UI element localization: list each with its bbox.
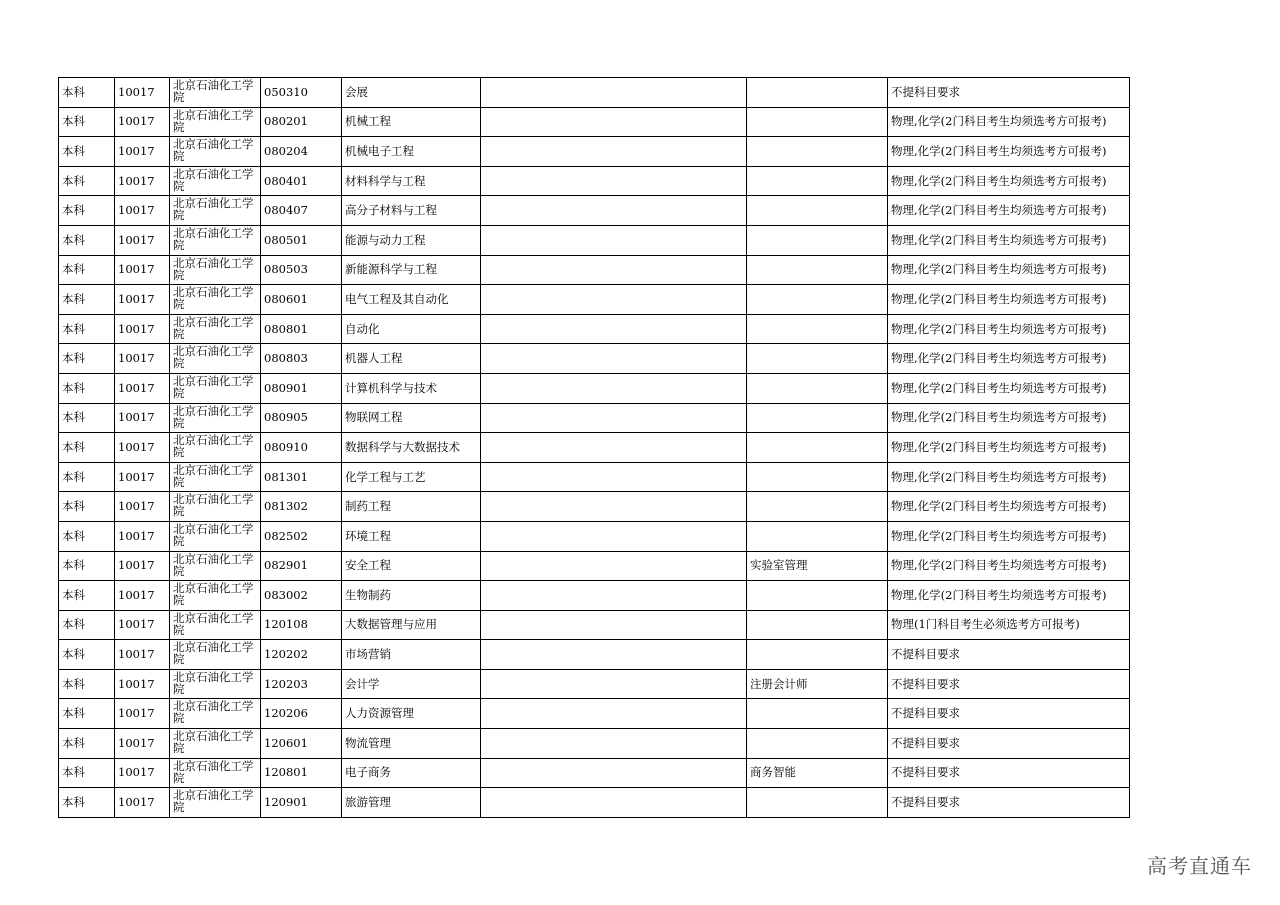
cell-note [481,373,747,403]
cell-major-name: 会计学 [342,669,481,699]
cell-major-name: 制药工程 [342,492,481,522]
cell-major-code: 082901 [261,551,342,581]
cell-direction: 实验室管理 [747,551,888,581]
cell-major-code: 120901 [261,788,342,818]
cell-major-code: 050310 [261,78,342,108]
cell-school-name: 北京石油化工学院 [170,433,261,463]
cell-school-name: 北京石油化工学院 [170,551,261,581]
cell-school-code: 10017 [115,758,170,788]
cell-level: 本科 [59,788,115,818]
cell-subject-requirement: 物理,化学(2门科目考生均须选考方可报考) [888,285,1130,315]
cell-direction [747,225,888,255]
cell-major-name: 人力资源管理 [342,699,481,729]
cell-school-code: 10017 [115,669,170,699]
cell-major-name: 计算机科学与技术 [342,373,481,403]
cell-major-code: 080601 [261,285,342,315]
cell-subject-requirement: 不提科目要求 [888,640,1130,670]
cell-school-code: 10017 [115,610,170,640]
cell-school-name: 北京石油化工学院 [170,78,261,108]
cell-school-code: 10017 [115,166,170,196]
cell-major-name: 机器人工程 [342,344,481,374]
table-row [59,137,1130,167]
table-row [59,492,1130,522]
table-row [59,107,1130,137]
cell-level: 本科 [59,255,115,285]
cell-note [481,433,747,463]
cell-major-code: 080803 [261,344,342,374]
cell-note [481,729,747,759]
cell-subject-requirement: 物理,化学(2门科目考生均须选考方可报考) [888,433,1130,463]
cell-note [481,462,747,492]
cell-major-code: 080910 [261,433,342,463]
cell-school-code: 10017 [115,433,170,463]
cell-school-code: 10017 [115,788,170,818]
cell-level: 本科 [59,344,115,374]
cell-school-name: 北京石油化工学院 [170,610,261,640]
cell-major-name: 物联网工程 [342,403,481,433]
cell-level: 本科 [59,462,115,492]
cell-level: 本科 [59,137,115,167]
cell-major-code: 120203 [261,669,342,699]
cell-subject-requirement: 物理,化学(2门科目考生均须选考方可报考) [888,166,1130,196]
cell-school-name: 北京石油化工学院 [170,403,261,433]
cell-subject-requirement: 物理,化学(2门科目考生均须选考方可报考) [888,581,1130,611]
cell-direction [747,373,888,403]
cell-major-code: 080905 [261,403,342,433]
cell-level: 本科 [59,78,115,108]
cell-level: 本科 [59,729,115,759]
cell-direction [747,403,888,433]
cell-direction [747,137,888,167]
table-body [59,78,1130,818]
cell-level: 本科 [59,166,115,196]
cell-school-name: 北京石油化工学院 [170,166,261,196]
subject-requirements-table [58,77,1130,818]
cell-major-name: 高分子材料与工程 [342,196,481,226]
cell-school-name: 北京石油化工学院 [170,640,261,670]
table-row [59,403,1130,433]
cell-major-code: 120801 [261,758,342,788]
cell-school-code: 10017 [115,462,170,492]
cell-direction [747,196,888,226]
cell-school-code: 10017 [115,78,170,108]
cell-level: 本科 [59,669,115,699]
cell-school-name: 北京石油化工学院 [170,107,261,137]
cell-subject-requirement: 不提科目要求 [888,788,1130,818]
cell-major-name: 材料科学与工程 [342,166,481,196]
cell-major-code: 080401 [261,166,342,196]
cell-school-code: 10017 [115,699,170,729]
table-row [59,788,1130,818]
cell-level: 本科 [59,225,115,255]
cell-level: 本科 [59,433,115,463]
cell-level: 本科 [59,610,115,640]
cell-note [481,610,747,640]
cell-school-name: 北京石油化工学院 [170,196,261,226]
cell-school-code: 10017 [115,521,170,551]
cell-school-code: 10017 [115,492,170,522]
cell-level: 本科 [59,285,115,315]
table-row [59,758,1130,788]
cell-direction [747,78,888,108]
cell-level: 本科 [59,551,115,581]
cell-school-name: 北京石油化工学院 [170,729,261,759]
cell-school-code: 10017 [115,196,170,226]
watermark-text: 高考直通车 [1147,854,1252,878]
cell-direction [747,640,888,670]
cell-subject-requirement: 物理,化学(2门科目考生均须选考方可报考) [888,373,1130,403]
table-row [59,521,1130,551]
cell-major-code: 080204 [261,137,342,167]
cell-subject-requirement: 物理,化学(2门科目考生均须选考方可报考) [888,137,1130,167]
cell-school-name: 北京石油化工学院 [170,669,261,699]
cell-school-code: 10017 [115,551,170,581]
table-row [59,699,1130,729]
cell-direction [747,729,888,759]
table-row [59,729,1130,759]
cell-major-name: 新能源科学与工程 [342,255,481,285]
cell-note [481,669,747,699]
table-row [59,196,1130,226]
cell-subject-requirement: 物理,化学(2门科目考生均须选考方可报考) [888,551,1130,581]
cell-major-name: 市场营销 [342,640,481,670]
cell-major-code: 080901 [261,373,342,403]
cell-major-name: 机械工程 [342,107,481,137]
cell-level: 本科 [59,758,115,788]
cell-major-code: 120206 [261,699,342,729]
cell-direction [747,107,888,137]
cell-school-name: 北京石油化工学院 [170,255,261,285]
cell-subject-requirement: 物理,化学(2门科目考生均须选考方可报考) [888,462,1130,492]
cell-level: 本科 [59,403,115,433]
cell-major-code: 080501 [261,225,342,255]
cell-school-code: 10017 [115,729,170,759]
cell-note [481,640,747,670]
cell-note [481,137,747,167]
cell-level: 本科 [59,196,115,226]
cell-major-name: 大数据管理与应用 [342,610,481,640]
cell-note [481,255,747,285]
cell-major-code: 080201 [261,107,342,137]
cell-major-name: 环境工程 [342,521,481,551]
cell-note [481,699,747,729]
cell-school-name: 北京石油化工学院 [170,788,261,818]
table-row [59,314,1130,344]
cell-major-code: 120202 [261,640,342,670]
cell-note [481,78,747,108]
cell-school-code: 10017 [115,255,170,285]
cell-school-name: 北京石油化工学院 [170,314,261,344]
cell-direction [747,433,888,463]
cell-major-name: 电气工程及其自动化 [342,285,481,315]
cell-school-name: 北京石油化工学院 [170,225,261,255]
cell-direction [747,492,888,522]
cell-direction [747,255,888,285]
cell-note [481,107,747,137]
table-row [59,255,1130,285]
table-row [59,669,1130,699]
cell-subject-requirement: 物理,化学(2门科目考生均须选考方可报考) [888,107,1130,137]
table-row [59,433,1130,463]
cell-school-name: 北京石油化工学院 [170,581,261,611]
cell-school-name: 北京石油化工学院 [170,137,261,167]
cell-major-name: 安全工程 [342,551,481,581]
cell-note [481,314,747,344]
cell-school-code: 10017 [115,314,170,344]
cell-subject-requirement: 不提科目要求 [888,699,1130,729]
table-row [59,581,1130,611]
table-row [59,78,1130,108]
cell-level: 本科 [59,314,115,344]
cell-major-name: 物流管理 [342,729,481,759]
cell-level: 本科 [59,521,115,551]
cell-subject-requirement: 物理,化学(2门科目考生均须选考方可报考) [888,521,1130,551]
cell-major-name: 电子商务 [342,758,481,788]
cell-major-code: 080503 [261,255,342,285]
cell-school-code: 10017 [115,137,170,167]
cell-direction [747,581,888,611]
cell-direction: 商务智能 [747,758,888,788]
cell-subject-requirement: 不提科目要求 [888,669,1130,699]
table-row [59,166,1130,196]
cell-major-name: 旅游管理 [342,788,481,818]
cell-major-code: 120108 [261,610,342,640]
table-row [59,373,1130,403]
cell-school-code: 10017 [115,344,170,374]
cell-school-code: 10017 [115,640,170,670]
cell-major-name: 自动化 [342,314,481,344]
cell-school-code: 10017 [115,225,170,255]
cell-school-code: 10017 [115,403,170,433]
cell-major-code: 120601 [261,729,342,759]
cell-note [481,196,747,226]
cell-note [481,225,747,255]
table-row [59,551,1130,581]
cell-direction [747,521,888,551]
cell-major-code: 080407 [261,196,342,226]
cell-level: 本科 [59,492,115,522]
cell-direction [747,285,888,315]
cell-note [481,344,747,374]
cell-school-name: 北京石油化工学院 [170,285,261,315]
cell-direction [747,344,888,374]
cell-note [481,403,747,433]
cell-major-name: 会展 [342,78,481,108]
cell-school-name: 北京石油化工学院 [170,699,261,729]
cell-major-name: 能源与动力工程 [342,225,481,255]
cell-subject-requirement: 物理,化学(2门科目考生均须选考方可报考) [888,344,1130,374]
cell-school-code: 10017 [115,285,170,315]
cell-note [481,581,747,611]
cell-direction [747,788,888,818]
cell-note [481,788,747,818]
cell-major-name: 机械电子工程 [342,137,481,167]
cell-school-name: 北京石油化工学院 [170,758,261,788]
cell-level: 本科 [59,699,115,729]
cell-school-name: 北京石油化工学院 [170,492,261,522]
cell-major-code: 081302 [261,492,342,522]
cell-major-name: 生物制药 [342,581,481,611]
cell-school-name: 北京石油化工学院 [170,521,261,551]
cell-direction [747,314,888,344]
cell-direction [747,166,888,196]
table-row [59,462,1130,492]
cell-school-name: 北京石油化工学院 [170,344,261,374]
cell-subject-requirement: 物理,化学(2门科目考生均须选考方可报考) [888,255,1130,285]
cell-level: 本科 [59,107,115,137]
cell-level: 本科 [59,640,115,670]
cell-subject-requirement: 物理(1门科目考生必须选考方可报考) [888,610,1130,640]
table-row [59,285,1130,315]
cell-subject-requirement: 物理,化学(2门科目考生均须选考方可报考) [888,225,1130,255]
cell-level: 本科 [59,373,115,403]
cell-note [481,521,747,551]
cell-subject-requirement: 不提科目要求 [888,758,1130,788]
cell-note [481,166,747,196]
cell-subject-requirement: 物理,化学(2门科目考生均须选考方可报考) [888,196,1130,226]
cell-major-code: 082502 [261,521,342,551]
cell-school-code: 10017 [115,373,170,403]
cell-direction [747,610,888,640]
cell-school-name: 北京石油化工学院 [170,462,261,492]
cell-subject-requirement: 物理,化学(2门科目考生均须选考方可报考) [888,492,1130,522]
cell-subject-requirement: 不提科目要求 [888,729,1130,759]
cell-direction [747,462,888,492]
cell-subject-requirement: 物理,化学(2门科目考生均须选考方可报考) [888,314,1130,344]
cell-note [481,551,747,581]
cell-subject-requirement: 物理,化学(2门科目考生均须选考方可报考) [888,403,1130,433]
table-row [59,344,1130,374]
cell-major-code: 083002 [261,581,342,611]
cell-level: 本科 [59,581,115,611]
cell-note [481,758,747,788]
cell-school-code: 10017 [115,581,170,611]
cell-major-code: 081301 [261,462,342,492]
cell-direction: 注册会计师 [747,669,888,699]
table-row [59,610,1130,640]
table-row [59,640,1130,670]
cell-note [481,492,747,522]
table-row [59,225,1130,255]
cell-school-code: 10017 [115,107,170,137]
cell-major-name: 化学工程与工艺 [342,462,481,492]
cell-school-name: 北京石油化工学院 [170,373,261,403]
cell-subject-requirement: 不提科目要求 [888,78,1130,108]
cell-major-code: 080801 [261,314,342,344]
cell-major-name: 数据科学与大数据技术 [342,433,481,463]
cell-direction [747,699,888,729]
cell-note [481,285,747,315]
